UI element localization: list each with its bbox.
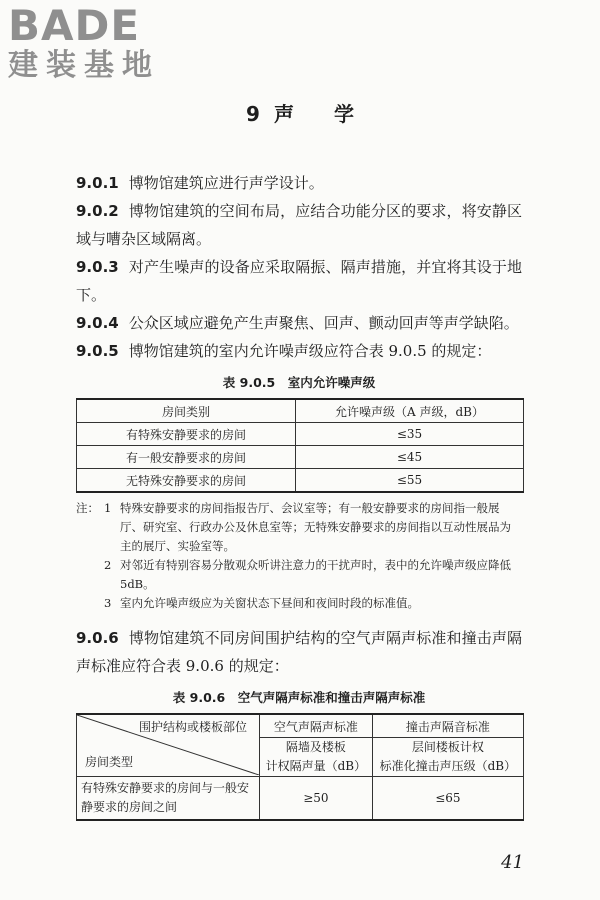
subheader-line: 计权隔声量（dB）	[265, 759, 367, 773]
subheader-line: 层间楼板计权	[411, 740, 484, 754]
noise-level-cell: ≤55	[296, 469, 524, 493]
clause-number: 9.0.4	[76, 314, 119, 332]
room-type-cell: 有一般安静要求的房间	[77, 446, 296, 469]
note-text: 对邻近有特别容易分散观众听讲注意力的干扰声时，表中的允许噪声级应降低 5dB。	[120, 558, 511, 591]
clause-9-0-4	[76, 309, 522, 337]
clause-text: 博物馆建筑应进行声学设计。	[128, 174, 324, 192]
table-9-0-6-caption: 表 9.0.6 空气声隔声标准和撞击声隔声标准	[172, 690, 426, 705]
table-row	[77, 777, 524, 821]
impact-sound-subheader	[372, 738, 523, 777]
clause-number: 9.0.3	[76, 258, 119, 276]
note-number: 2	[104, 558, 112, 572]
noise-level-table	[76, 398, 524, 493]
room-type-cell: 有特殊安静要求的房间	[77, 423, 296, 446]
table-9-0-5-caption: 表 9.0.5 室内允许噪声级	[222, 375, 376, 390]
subheader-line: 标准化撞击声压级（dB）	[379, 759, 517, 773]
table-row	[77, 446, 524, 469]
table-row	[77, 423, 524, 446]
clause-9-0-1	[76, 169, 522, 197]
subheader-line: 隔墙及楼板	[285, 740, 346, 754]
chapter-title-part2: 学	[333, 102, 354, 126]
note-item	[76, 594, 522, 613]
logo-subtitle: 建装基地	[8, 48, 160, 83]
bade-logo	[8, 1, 178, 84]
note-number: 3	[104, 596, 112, 610]
header-noise-level: 允许噪声级（A 声级，dB）	[296, 399, 524, 423]
diag-top-label: 围护结构或楼板部位	[138, 720, 247, 734]
diag-bottom-label: 房间类型	[85, 755, 134, 769]
table-row	[77, 469, 524, 493]
clause-text: 博物馆建筑的空间布局，应结合功能分区的要求，将安静区域与嘈杂区域隔离。	[76, 202, 522, 248]
clause-9-0-2	[76, 197, 522, 253]
diagonal-header-cell	[77, 714, 260, 777]
header-room-type: 房间类别	[77, 399, 296, 423]
impact-sound-value: ≤65	[372, 777, 523, 821]
clause-9-0-6	[76, 624, 522, 680]
page-number: 41	[501, 852, 524, 873]
clause-number: 9.0.5	[76, 342, 119, 360]
clause-9-0-3	[76, 253, 522, 309]
sound-insulation-table	[76, 713, 524, 821]
table-notes	[76, 499, 522, 613]
notes-label: 注：	[76, 501, 99, 515]
page-content	[76, 169, 522, 821]
note-number: 1	[104, 501, 112, 515]
impact-sound-header: 撞击声隔音标准	[372, 714, 523, 738]
clause-number: 9.0.1	[76, 174, 119, 192]
clause-text: 对产生噪声的设备应采取隔振、隔声措施，并宜将其设于地下。	[76, 258, 522, 304]
table-header-row	[77, 399, 524, 423]
room-pair-cell: 有特殊安静要求的房间与一般安静要求的房间之间	[77, 777, 260, 821]
chapter-number: 9	[246, 102, 260, 126]
clause-number: 9.0.6	[76, 629, 119, 647]
room-type-cell: 无特殊安静要求的房间	[77, 469, 296, 493]
note-item	[76, 499, 522, 556]
clause-text: 博物馆建筑的室内允许噪声级应符合表 9.0.5 的规定：	[128, 342, 492, 360]
chapter-title-part1: 声	[273, 102, 294, 126]
air-sound-value: ≥50	[260, 777, 373, 821]
noise-level-cell: ≤45	[296, 446, 524, 469]
logo-wordmark: BADE	[8, 1, 141, 50]
note-text: 特殊安静要求的房间指报告厅、会议室等；有一般安静要求的房间指一般展厅、研究室、行政办公及休息室等；无特殊安静要求的房间指以互动性展品为主的展厅、实验室等。	[120, 501, 511, 553]
clause-number: 9.0.2	[76, 202, 119, 220]
clause-text: 博物馆建筑不同房间围护结构的空气声隔声标准和撞击声隔声标准应符合表 9.0.6 的规定：	[76, 629, 522, 675]
clause-text: 公众区域应避免产生声聚焦、回声、颤动回声等声学缺陷。	[128, 314, 519, 332]
clause-9-0-5	[76, 337, 522, 365]
air-sound-header: 空气声隔声标准	[260, 714, 373, 738]
air-sound-subheader	[260, 738, 373, 777]
note-item	[76, 556, 522, 594]
note-text: 室内允许噪声级应为关窗状态下昼间和夜间时段的标准值。	[120, 596, 419, 610]
noise-level-cell: ≤35	[296, 423, 524, 446]
chapter-heading	[0, 98, 600, 127]
